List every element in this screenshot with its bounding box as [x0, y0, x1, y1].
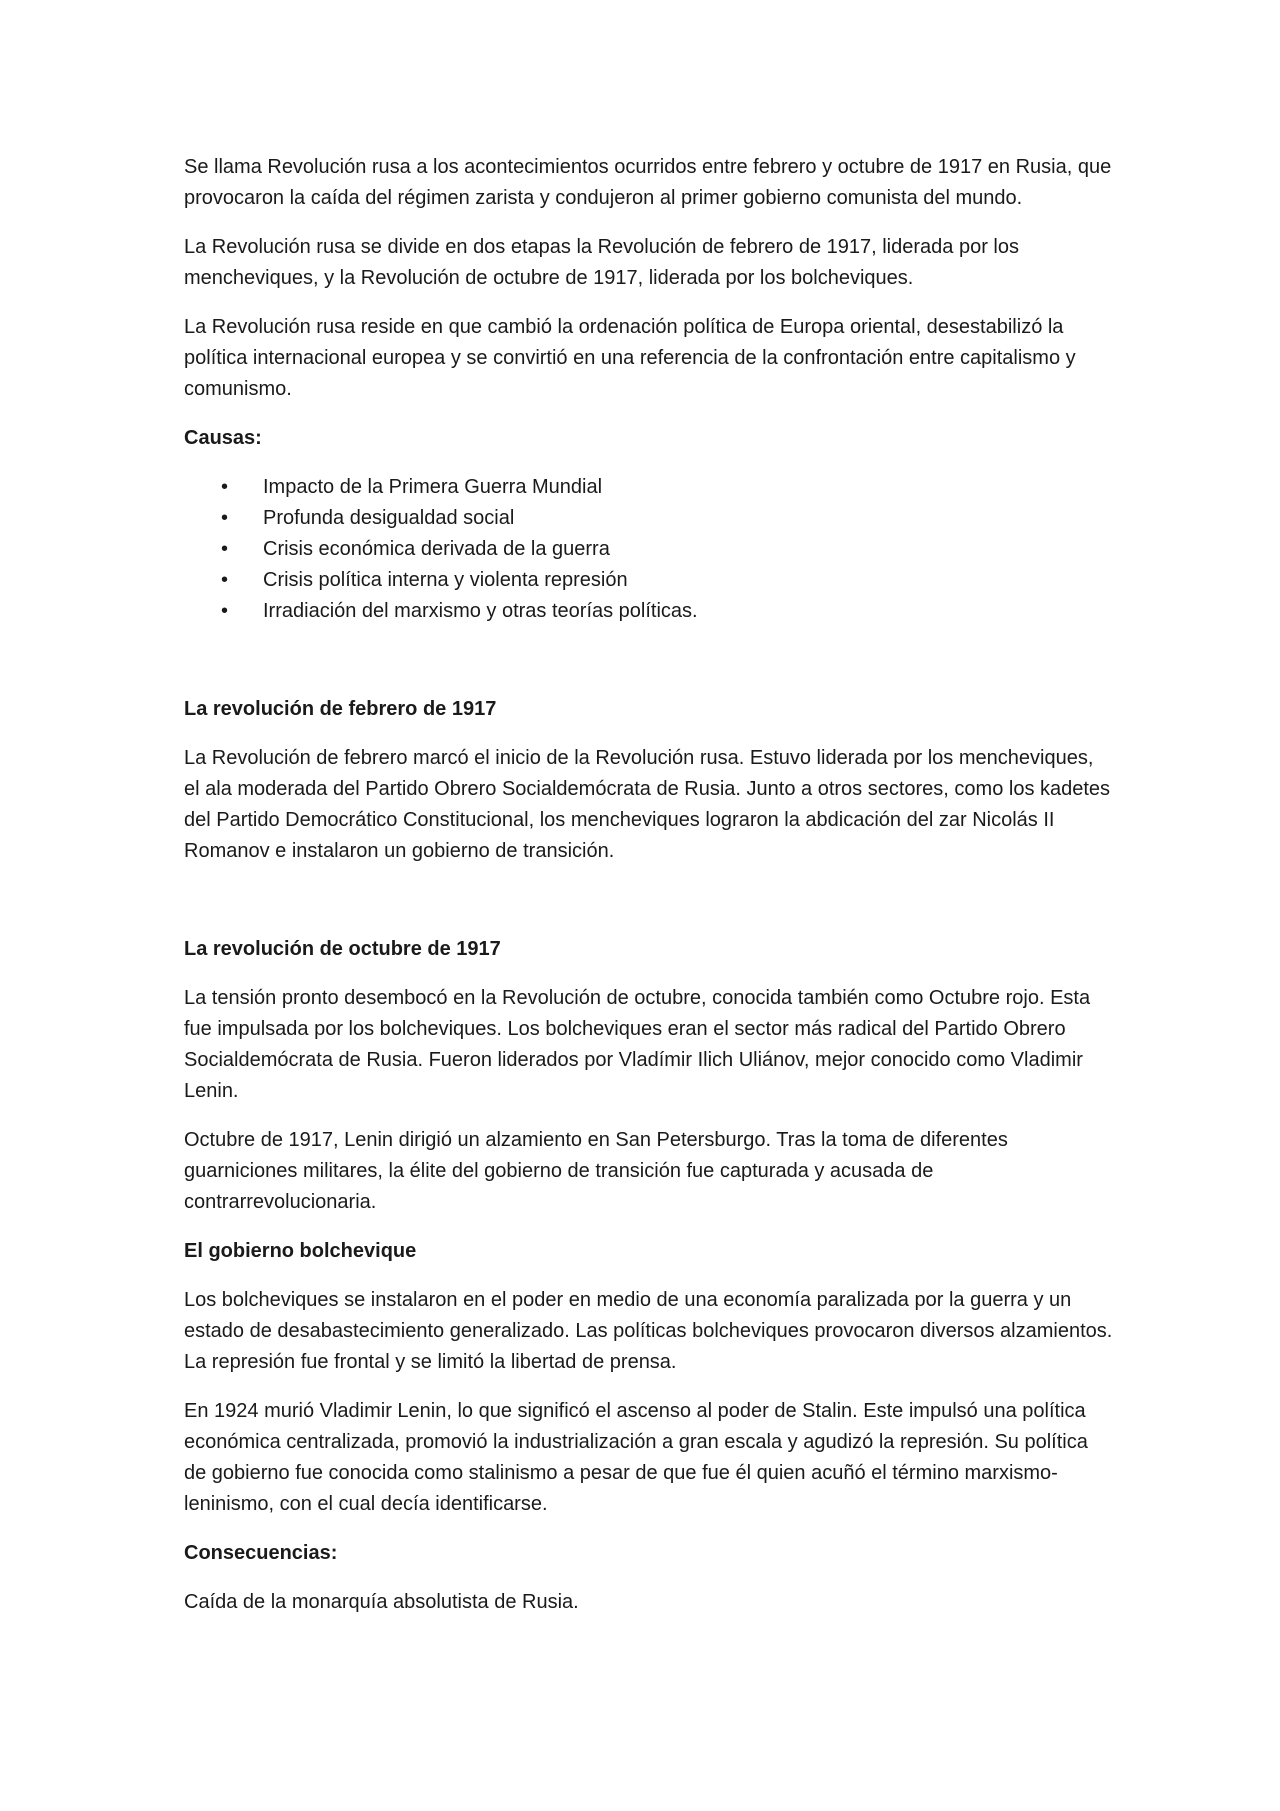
causas-list: [184, 472, 1114, 627]
list-item: [184, 503, 1114, 534]
list-item-text: Impacto de la Primera Guerra Mundial: [263, 476, 603, 498]
list-item-text: Irradiación del marxismo y otras teorías políticas.: [263, 600, 698, 622]
febrero-paragraph-1: La Revolución de febrero marcó el inicio de la Revolución rusa. Estuvo liderada por los mencheviques, el ala moderada del Partido Obrero Socialdemócrata de Rusia. Junto a otros sectores, como los kadetes del Partido Democrático Constitucional, los mencheviques lograron la abdicación del zar Nicolás II Romanov e instalaron un gobierno de transición.: [184, 747, 1111, 862]
consecuencias-paragraph-1: Caída de la monarquía absolutista de Rusia.: [184, 1591, 579, 1613]
list-item: [184, 472, 1114, 503]
octubre-paragraph-1: La tensión pronto desembocó en la Revolución de octubre, conocida también como Octubre rojo. Esta fue impulsada por los bolcheviques. Los bolcheviques eran el sector más radical del Partido Obrero Socialdemócrata de Rusia. Fueron liderados por Vladímir Ilich Uliánov, mejor conocido como Vladimir Lenin.: [184, 987, 1091, 1102]
causas-heading: Causas:: [184, 427, 262, 449]
gobierno-paragraph-2: En 1924 murió Vladimir Lenin, lo que significó el ascenso al poder de Stalin. Este impulsó una política económica centralizada, promovió la industrialización a gran escala y agudizó la represión. Su política de gobierno fue conocida como stalinismo a pesar de que fue él quien acuñó el término marxismo-leninismo, con el cual decía identificarse.: [184, 1400, 1088, 1515]
document-page: [184, 152, 1114, 1636]
list-item-text: Profunda desigualdad social: [263, 507, 515, 529]
bullet-icon: •: [221, 507, 229, 529]
octubre-paragraph-2: Octubre de 1917, Lenin dirigió un alzamiento en San Petersburgo. Tras la toma de diferentes guarniciones militares, la élite del gobierno de transición fue capturada y acusada de contrarrevolucionaria.: [184, 1129, 1008, 1213]
intro-paragraph-3: La Revolución rusa reside en que cambió la ordenación política de Europa oriental, desestabilizó la política internacional europea y se convirtió en una referencia de la confrontación entre capitalismo y comunismo.: [184, 316, 1076, 400]
octubre-heading: La revolución de octubre de 1917: [184, 938, 501, 960]
consecuencias-heading: Consecuencias:: [184, 1542, 338, 1564]
blank-line: [184, 645, 1114, 694]
list-item: [184, 565, 1114, 596]
bullet-icon: •: [221, 569, 229, 591]
bullet-icon: •: [221, 538, 229, 560]
bullet-icon: •: [221, 600, 229, 622]
blank-line: [184, 885, 1114, 934]
intro-paragraph-2: La Revolución rusa se divide en dos etapas la Revolución de febrero de 1917, liderada por los mencheviques, y la Revolución de octubre de 1917, liderada por los bolcheviques.: [184, 236, 1019, 289]
list-item: [184, 596, 1114, 627]
febrero-heading: La revolución de febrero de 1917: [184, 698, 497, 720]
bullet-icon: •: [221, 476, 229, 498]
list-item: [184, 534, 1114, 565]
list-item-text: Crisis política interna y violenta represión: [263, 569, 628, 591]
gobierno-heading: El gobierno bolchevique: [184, 1240, 417, 1262]
list-item-text: Crisis económica derivada de la guerra: [263, 538, 610, 560]
gobierno-paragraph-1: Los bolcheviques se instalaron en el poder en medio de una economía paralizada por la guerra y un estado de desabastecimiento generalizado. Las políticas bolcheviques provocaron diversos alzamientos. La represión fue frontal y se limitó la libertad de prensa.: [184, 1289, 1113, 1373]
intro-paragraph-1: Se llama Revolución rusa a los acontecimientos ocurridos entre febrero y octubre de 1917 en Rusia, que provocaron la caída del régimen zarista y condujeron al primer gobierno comunista del mundo.: [184, 156, 1112, 209]
